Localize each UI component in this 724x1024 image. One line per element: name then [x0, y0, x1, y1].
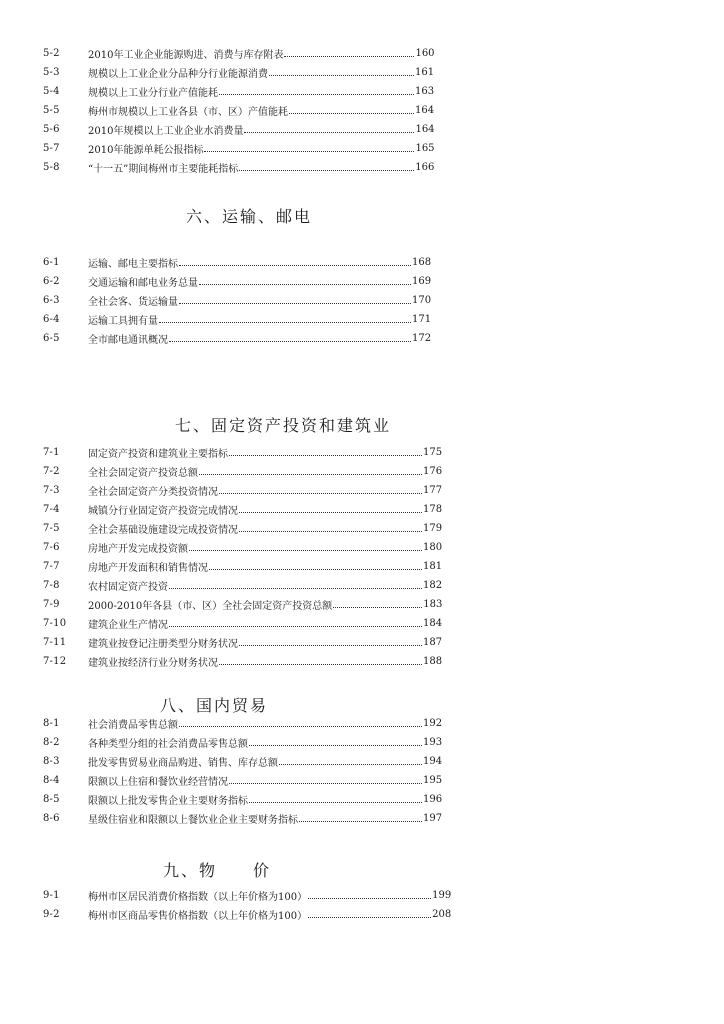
- toc-entry-page: 195: [423, 774, 443, 786]
- toc-entry-line: [88, 540, 444, 555]
- dot-leader: [299, 820, 422, 822]
- toc-entry-line: [88, 312, 433, 327]
- toc-entry-line: [88, 716, 444, 731]
- toc-entry-title: 梅州市规模以上工业各县（市、区）产值能耗: [88, 106, 288, 118]
- toc-entry[interactable]: [43, 886, 453, 904]
- toc-entry-line: [88, 578, 444, 593]
- toc-entry-page: 164: [415, 104, 435, 116]
- toc-entry-number: 7-12: [43, 655, 67, 667]
- toc-entry-number: 7-2: [43, 465, 60, 477]
- dot-leader: [289, 112, 414, 114]
- toc-entry[interactable]: [43, 272, 433, 290]
- toc-entry-page: 170: [412, 294, 432, 306]
- toc-entry[interactable]: [43, 253, 433, 271]
- toc-entry-number: 5-3: [43, 66, 60, 78]
- toc-entry[interactable]: [43, 905, 453, 923]
- toc-entry-number: 7-5: [43, 522, 60, 534]
- toc-entry-page: 182: [423, 579, 443, 591]
- toc-entry-title: 2010年工业企业能源购进、消费与库存附表: [88, 49, 284, 61]
- toc-entry-title: 限额以上住宿和餐饮业经营情况: [88, 776, 228, 788]
- toc-entry[interactable]: [43, 82, 436, 100]
- toc-entry[interactable]: [43, 310, 433, 328]
- dot-leader: [169, 625, 422, 627]
- toc-entry-number: 7-9: [43, 598, 60, 610]
- toc-entry-title: 全市邮电通讯概况: [88, 334, 168, 346]
- section-heading-sec6: 六、运输、邮电: [186, 207, 313, 226]
- toc-entry-number: 8-1: [43, 717, 60, 729]
- toc-entry-line: [88, 907, 453, 922]
- toc-entry-page: 184: [423, 617, 443, 629]
- toc-entry-title: 建筑业按经济行业分财务状况: [88, 657, 218, 669]
- toc-entry-page: 175: [423, 446, 443, 458]
- toc-entry-line: [88, 103, 436, 118]
- dot-leader: [169, 587, 422, 589]
- dot-leader: [249, 801, 422, 803]
- dot-leader: [229, 454, 422, 456]
- toc-entry-title: 星级住宿业和限额以上餐饮业企业主要财务指标: [88, 814, 298, 826]
- toc-entry[interactable]: [43, 714, 444, 732]
- toc-entry-title: 全社会固定资产分类投资情况: [88, 486, 218, 498]
- toc-entry-page: 168: [412, 256, 432, 268]
- dot-leader: [308, 916, 431, 918]
- toc-entry[interactable]: [43, 139, 436, 157]
- toc-entry-title: 建筑企业生产情况: [88, 619, 168, 631]
- toc-entry-title: 规模以上工业企业分品种分行业能源消费: [88, 68, 268, 80]
- toc-entry-number: 8-5: [43, 793, 60, 805]
- toc-entry-line: [88, 331, 433, 346]
- toc-entry[interactable]: [43, 557, 444, 575]
- toc-entry-number: 7-3: [43, 484, 60, 496]
- toc-entry-line: [88, 464, 444, 479]
- dot-leader: [159, 321, 411, 323]
- toc-entry-title: 限额以上批发零售企业主要财务指标: [88, 795, 248, 807]
- toc-entry-line: [88, 773, 444, 788]
- toc-entry-line: [88, 293, 433, 308]
- toc-entry-number: 6-3: [43, 294, 60, 306]
- dot-leader: [239, 169, 414, 171]
- toc-entry-title: 梅州市区居民消费价格指数（以上年价格为100）: [88, 891, 308, 903]
- toc-entry[interactable]: [43, 809, 444, 827]
- toc-entry-title: 固定资产投资和建筑业主要指标: [88, 448, 228, 460]
- toc-entry-page: 177: [423, 484, 443, 496]
- toc-entry-page: 199: [432, 889, 452, 901]
- dot-leader: [239, 644, 422, 646]
- toc-entry-title: 规模以上工业分行业产值能耗: [88, 87, 218, 99]
- toc-entry-number: 5-4: [43, 85, 60, 97]
- toc-entry-number: 7-6: [43, 541, 60, 553]
- toc-entry-page: 171: [412, 313, 432, 325]
- toc-entry-page: 181: [423, 560, 443, 572]
- toc-entry-line: [88, 160, 436, 175]
- toc-entry-line: [88, 754, 444, 769]
- toc-entry-title: 交通运输和邮电业务总量: [88, 277, 198, 289]
- toc-entry-title: 各种类型分组的社会消费品零售总额: [88, 738, 248, 750]
- dot-leader: [279, 763, 422, 765]
- toc-entry-line: [88, 65, 436, 80]
- toc-entry[interactable]: [43, 595, 444, 613]
- toc-entry[interactable]: [43, 538, 444, 556]
- toc-entry-page: 172: [412, 332, 432, 344]
- toc-entry-line: [88, 521, 444, 536]
- toc-entry[interactable]: [43, 519, 444, 537]
- toc-entry-title: 社会消费品零售总额: [88, 719, 178, 731]
- toc-entry[interactable]: [43, 158, 436, 176]
- toc-entry-page: 196: [423, 793, 443, 805]
- toc-entry[interactable]: [43, 752, 444, 770]
- toc-entry-number: 7-11: [43, 636, 67, 648]
- dot-leader: [249, 744, 422, 746]
- toc-entry-page: 193: [423, 736, 443, 748]
- dot-leader: [244, 131, 414, 133]
- dot-leader: [209, 568, 422, 570]
- toc-entry-number: 6-5: [43, 332, 60, 344]
- toc-entry-number: 6-2: [43, 275, 60, 287]
- toc-entry-number: 7-10: [43, 617, 67, 629]
- toc-entry-page: 178: [423, 503, 443, 515]
- toc-entry[interactable]: [43, 633, 444, 651]
- section-heading-sec8: 八、国内贸易: [160, 696, 269, 715]
- toc-entry-page: 183: [423, 598, 443, 610]
- toc-entry-number: 7-4: [43, 503, 60, 515]
- toc-entry-line: [88, 122, 436, 137]
- dot-leader: [179, 725, 422, 727]
- toc-entry-title: 房地产开发面积和销售情况: [88, 562, 208, 574]
- toc-entry-number: 8-2: [43, 736, 60, 748]
- toc-entry-title: “十一五”期间梅州市主要能耗指标: [88, 163, 239, 175]
- toc-entry-line: [88, 445, 444, 460]
- section-heading-sec7: 七、固定资产投资和建筑业: [175, 416, 392, 435]
- toc-entry-page: 192: [423, 717, 443, 729]
- toc-entry-number: 5-8: [43, 161, 60, 173]
- toc-entry-line: [88, 792, 444, 807]
- toc-entry-title: 2000-2010年各县（市、区）全社会固定资产投资总额: [88, 600, 333, 612]
- toc-entry-line: [88, 559, 444, 574]
- dot-leader: [179, 264, 411, 266]
- toc-entry-line: [88, 84, 436, 99]
- toc-entry[interactable]: [43, 614, 444, 632]
- toc-entry-number: 5-7: [43, 142, 60, 154]
- dot-leader: [189, 549, 422, 551]
- toc-entry[interactable]: [43, 291, 433, 309]
- toc-entry-number: 5-2: [43, 47, 60, 59]
- toc-entry[interactable]: [43, 481, 444, 499]
- toc-entry[interactable]: [43, 462, 444, 480]
- toc-entry-line: [88, 635, 444, 650]
- toc-entry-page: 194: [423, 755, 443, 767]
- dot-leader: [219, 663, 422, 665]
- dot-leader: [219, 492, 422, 494]
- section-heading-sec9: 九、物 价: [163, 861, 272, 880]
- dot-leader: [199, 283, 411, 285]
- toc-entry-title: 梅州市区商品零售价格指数（以上年价格为100）: [88, 910, 308, 922]
- toc-entry-title: 建筑业按登记注册类型分财务状况: [88, 638, 238, 650]
- toc-entry-title: 全社会基础设施建设完成投资情况: [88, 524, 238, 536]
- toc-entry-line: [88, 274, 433, 289]
- toc-entry-line: [88, 735, 444, 750]
- toc-entry-page: 187: [423, 636, 443, 648]
- toc-entry-line: [88, 483, 444, 498]
- dot-leader: [219, 93, 414, 95]
- toc-entry-page: 161: [415, 66, 435, 78]
- toc-entry-title: 2010年规模以上工业企业水消费量: [88, 125, 244, 137]
- dot-leader: [179, 302, 411, 304]
- toc-entry-title: 批发零售贸易业商品购进、销售、库存总额: [88, 757, 278, 769]
- toc-entry[interactable]: [43, 733, 444, 751]
- toc-entry-number: 8-4: [43, 774, 60, 786]
- toc-entry[interactable]: [43, 120, 436, 138]
- toc-entry-page: 160: [415, 47, 435, 59]
- toc-entry-page: 188: [423, 655, 443, 667]
- toc-entry-page: 164: [415, 123, 435, 135]
- dot-leader: [308, 897, 431, 899]
- toc-entry-title: 房地产开发完成投资额: [88, 543, 188, 555]
- toc-entry-page: 208: [432, 908, 452, 920]
- toc-entry-line: [88, 616, 444, 631]
- toc-entry-line: [88, 811, 444, 826]
- dot-leader: [229, 782, 422, 784]
- toc-entry-number: 9-1: [43, 889, 60, 901]
- toc-entry-page: 163: [415, 85, 435, 97]
- toc-entry-number: 6-1: [43, 256, 60, 268]
- toc-entry-number: 7-7: [43, 560, 60, 572]
- toc-entry-page: 166: [415, 161, 435, 173]
- toc-entry-number: 8-3: [43, 755, 60, 767]
- dot-leader: [199, 473, 422, 475]
- toc-entry-line: [88, 597, 444, 612]
- toc-entry-line: [88, 888, 453, 903]
- toc-entry-title: 运输工具拥有量: [88, 315, 158, 327]
- toc-entry-number: 5-6: [43, 123, 60, 135]
- toc-entry-page: 197: [423, 812, 443, 824]
- dot-leader: [239, 511, 422, 513]
- toc-entry-line: [88, 46, 436, 61]
- toc-entry[interactable]: [43, 443, 444, 461]
- toc-entry-page: 165: [415, 142, 435, 154]
- toc-entry-line: [88, 141, 436, 156]
- toc-entry-title: 运输、邮电主要指标: [88, 258, 178, 270]
- toc-entry-number: 6-4: [43, 313, 60, 325]
- dot-leader: [333, 606, 422, 608]
- toc-entry-title: 全社会固定资产投资总额: [88, 467, 198, 479]
- toc-entry-title: 农村固定资产投资: [88, 581, 168, 593]
- toc-entry-title: 全社会客、货运输量: [88, 296, 178, 308]
- toc-entry[interactable]: [43, 63, 436, 81]
- toc-entry-page: 169: [412, 275, 432, 287]
- toc-entry-number: 9-2: [43, 908, 60, 920]
- toc-entry-page: 179: [423, 522, 443, 534]
- dot-leader: [269, 74, 414, 76]
- toc-entry-number: 7-8: [43, 579, 60, 591]
- toc-entry-number: 7-1: [43, 446, 60, 458]
- toc-entry[interactable]: [43, 771, 444, 789]
- toc-entry[interactable]: [43, 652, 444, 670]
- toc-entry-page: 180: [423, 541, 443, 553]
- toc-entry-line: [88, 654, 444, 669]
- toc-entry-title: 城镇分行业固定资产投资完成情况: [88, 505, 238, 517]
- toc-entry[interactable]: [43, 576, 444, 594]
- toc-entry-number: 5-5: [43, 104, 60, 116]
- toc-entry-line: [88, 502, 444, 517]
- toc-entry-title: 2010年能源单耗公报指标: [88, 144, 204, 156]
- dot-leader: [204, 150, 414, 152]
- dot-leader: [239, 530, 422, 532]
- toc-entry[interactable]: [43, 101, 436, 119]
- toc-entry[interactable]: [43, 500, 444, 518]
- dot-leader: [284, 55, 414, 57]
- toc-entry[interactable]: [43, 329, 433, 347]
- toc-entry-number: 8-6: [43, 812, 60, 824]
- toc-entry-line: [88, 255, 433, 270]
- toc-entry[interactable]: [43, 790, 444, 808]
- dot-leader: [169, 340, 411, 342]
- toc-entry[interactable]: [43, 44, 436, 62]
- toc-entry-page: 176: [423, 465, 443, 477]
